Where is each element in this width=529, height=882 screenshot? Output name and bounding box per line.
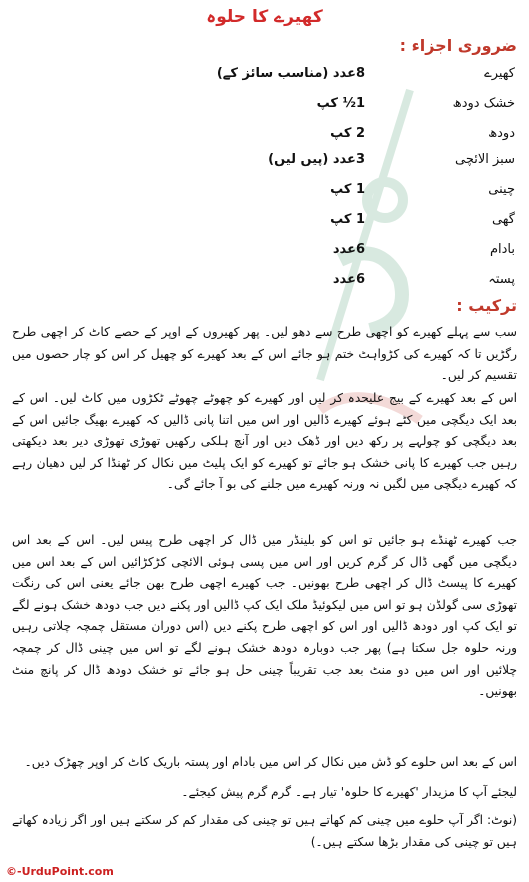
ingredient-name: دودھ	[488, 126, 515, 141]
method-paragraph: اس کے بعد اس حلوے کو ڈش میں نکال کر اس میں بادام اور پستہ باریک کاٹ کر اوپر چھڑک دیں۔	[24, 755, 517, 769]
ingredient-row	[0, 152, 529, 174]
ingredient-qty: 6عدد	[332, 272, 365, 287]
method-paragraph: لیجئے آپ کا مزیدار 'کھیرے کا حلوہ' تیار ہے۔ گرم گرم پیش کیجئے۔	[181, 785, 517, 799]
ingredient-qty: 1½ کپ	[316, 96, 365, 111]
ingredient-name: بادام	[489, 242, 515, 257]
method-heading: ترکیب :	[456, 296, 517, 315]
ingredient-name: سبز الائچی	[455, 152, 515, 167]
ingredient-name: خشک دودھ	[452, 96, 515, 111]
method-paragraph: اس کے بعد کھیرے کے بیج علیحدہ کر لیں اور کھیرے کو چھوٹے چھوٹے ٹکڑوں میں کاٹ لیں۔ اس کے بعد ایک دیگچی میں کٹے ہوئے کھیرے ڈالیں اور اس میں اتنا پانی ڈالیں کہ کھیرے بھیگ جائیں اس کے بعد دیگچی کو چولہے پر رکھ دیں اور ڈھک دیں اور آنچ ہلکی رکھیں تھوڑی تھوڑی دیر بعد دیکھتی رہیں جب کھیرے کا پانی خشک ہو جائے تو کھیرے کو ایک پلیٹ میں نکال کر ٹھنڈا کر لیں دھیان رہے کہ کھیرے دیگچی میں لگیں نہ ورنہ کھیرے میں جلنے کی بو آ جائے گی۔	[12, 391, 517, 492]
ingredient-name: پستہ	[488, 272, 515, 287]
ingredient-qty: 6عدد	[332, 242, 365, 257]
method-paragraph: جب کھیرے ٹھنڈے ہو جائیں تو اس کو بلینڈر میں ڈال کر اچھی طرح پیس لیں۔ اس کے بعد اس دیگچی میں گھی ڈال کر گرم کریں اور اس میں پسی ہوئی الائچی کڑکڑائیں اس کے بعد اس میں کھیرے کا پیسٹ ڈال کر اچھی طرح بھونیں۔ جب کھیرے اچھی طرح بھن جائے یعنی اس کی رنگت تھوڑی سی گولڈن ہو تو اس میں لیکوئیڈ ملک ایک کپ ڈالیں اور پکنے دیں جب دودھ خشک ہونے لگے تو ایک کپ اور دودھ ڈالیں اور اس کو اچھی طرح پکنے دیں (اس دوران مستقل چمچہ چلاتی رہیں ورنہ حلوہ جل سکتا ہے) پھر جب دوبارہ دودھ خشک ہونے لگے تو اس میں چینی ڈال کر چمچہ چلائیں اور اس میں دو منٹ بعد جب تقریباً چینی حل ہو جائے تو خشک دودھ ڈال کر پانچ منٹ بھونیں۔	[12, 533, 517, 699]
method-paragraph: (نوٹ: اگر آپ حلوے میں چینی کم کھاتے ہیں تو چینی کی مقدار کم کر سکتے ہیں اور اگر زیادہ کھاتے ہیں تو چینی کی مقدار بڑھا سکتے ہیں۔)	[12, 813, 517, 849]
page-title: کھیرے کا حلوہ	[206, 7, 323, 27]
ingredient-name: چینی	[488, 182, 515, 197]
ingredient-qty: 1 کپ	[330, 182, 365, 197]
method-paragraph: سب سے پہلے کھیرے کو اچھی طرح سے دھو لیں۔ پھر کھیروں کے اوپر کے حصے کاٹ کر اچھی طرح رگڑیں تا کہ کھیرے کی کڑواہٹ ختم ہو جائے اس کے بعد کھیرے کو چھیل کر اس کو چار حصوں میں تقسیم کر لیں۔	[12, 325, 517, 383]
ingredient-name: کھیرے	[484, 66, 515, 81]
ingredient-qty: 2 کپ	[330, 126, 365, 141]
ingredients-heading: ضروری اجزاء :	[399, 36, 517, 55]
ingredient-row	[0, 182, 529, 204]
ingredient-qty: 8عدد (مناسب سائز کے)	[216, 66, 365, 81]
ingredient-row	[0, 242, 529, 264]
ingredient-row	[0, 96, 529, 118]
ingredient-qty: 1 کپ	[330, 212, 365, 227]
ingredient-row	[0, 212, 529, 234]
ingredient-row	[0, 272, 529, 294]
ingredient-row	[0, 126, 529, 148]
ingredient-row	[0, 66, 529, 88]
ingredient-qty: 3عدد (پیں لیں)	[268, 152, 365, 167]
ingredient-name: گھی	[491, 212, 515, 227]
footer-copyright: ©-UrduPoint.com	[6, 865, 114, 878]
